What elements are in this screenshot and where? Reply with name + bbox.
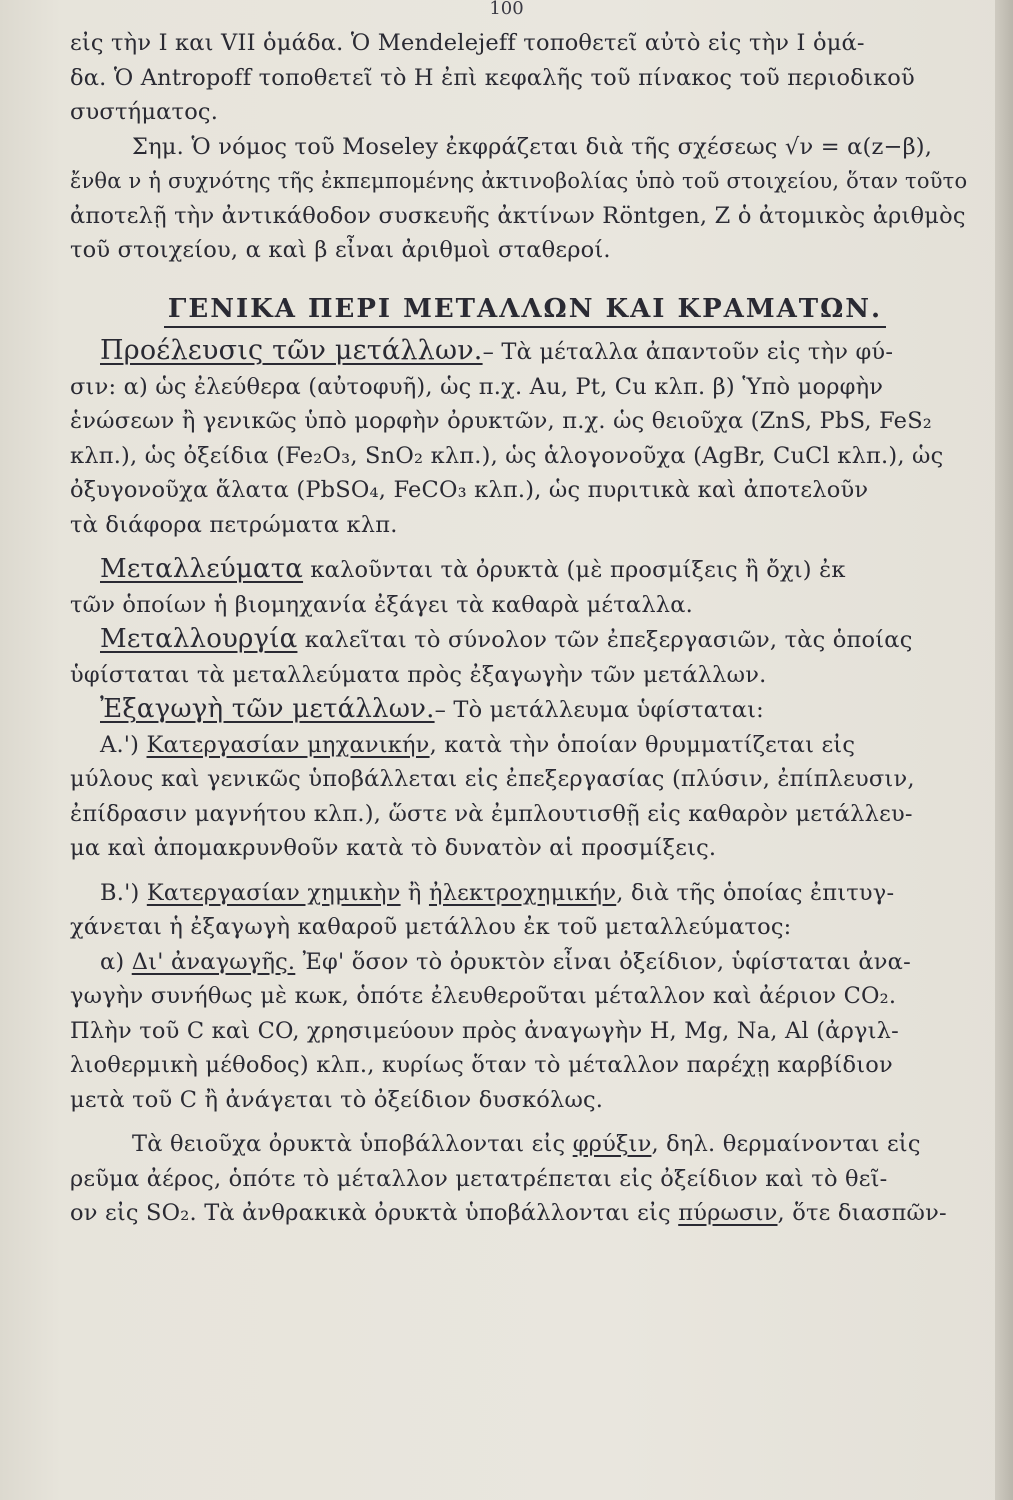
text-line: λιοθερμικὴ μέθοδος) κλπ., κυρίως ὅταν τὸ μέταλλον παρέχῃ καρβίδιον: [70, 1052, 893, 1078]
text-line: ἐπίδρασιν μαγνήτου κλπ.), ὥστε νὰ ἐμπλουτισθῇ εἰς καθαρὸν μετάλλευ-: [70, 800, 913, 827]
text-line: ἑνώσεων ἢ γενικῶς ὑπὸ μορφὴν ὀρυκτῶν, π.χ. ὡς θειοῦχα (ZnS, PbS, FeS₂: [70, 408, 933, 434]
text-line: ὑφίσταται τὰ μεταλλεύματα πρὸς ἐξαγωγὴν τῶν μετάλλων.: [70, 661, 767, 688]
heading-mechanical: Κατεργασίαν μηχανικήν: [146, 731, 430, 758]
paragraph-mechanical: [70, 728, 980, 763]
term-calcination: πύρωσιν: [678, 1200, 778, 1226]
paragraph-origin: [70, 334, 980, 370]
text-span: , δηλ. θερμαίνονται εἰς: [651, 1131, 921, 1157]
text-line: ἔνθα ν ἡ συχνότης τῆς ἐκπεμπομένης ἀκτινοβολίας ὑπὸ τοῦ στοιχείου, ὅταν τοῦτο: [70, 169, 968, 193]
text-line: ἀποτελῇ τὴν ἀντικάθοδον συσκευῆς ἀκτίνων Röntgen, Z ὁ ἀτομικὸς ἀριθμὸς: [70, 202, 966, 229]
text-span: καλεῖται τὸ σύνολον τῶν ἐπεξεργασιῶν, τὰς ὁποίας: [297, 627, 913, 653]
text-line: χάνεται ἡ ἐξαγωγὴ καθαροῦ μετάλλου ἐκ τοῦ μεταλλεύματος:: [70, 914, 792, 940]
text-line: γωγὴν συνήθως μὲ κωκ, ὁπότε ἐλευθεροῦται μέταλλον καὶ ἀέριον CO₂.: [70, 983, 897, 1009]
heading-metallurgy: Μεταλλουργία: [100, 624, 298, 654]
text-line: κλπ.), ὡς ὀξείδια (Fe₂O₃, SnO₂ κλπ.), ὡς ἁλογονοῦχα (AgBr, CuCl κλπ.), ὡς: [70, 442, 944, 469]
heading-origin: Προέλευσις τῶν μετάλλων.: [100, 335, 483, 366]
text-line: συστήματος.: [70, 99, 219, 125]
list-label: α): [100, 948, 125, 975]
text-line: μετὰ τοῦ C ἢ ἀνάγεται τὸ ὀξείδιον δυσκόλως.: [70, 1086, 604, 1113]
paragraph-roasting: [70, 1127, 980, 1162]
text-span: – Τὸ μετάλλευμα ὑφίσταται:: [434, 697, 764, 723]
heading-chemical: Κατεργασίαν χημικὴν: [146, 879, 401, 906]
text-line: ρεῦμα ἀέρος, ὁπότε τὸ μέταλλον μετατρέπεται εἰς ὀξείδιον καὶ τὸ θεῖ-: [70, 1165, 888, 1192]
text-span: – Τὰ μέταλλα ἀπαντοῦν εἰς τὴν φύ-: [482, 339, 894, 365]
text-span: ον εἰς SO₂. Τὰ ἀνθρακικὰ ὀρυκτὰ ὑποβάλλονται εἰς: [70, 1200, 679, 1226]
paragraph-reduction: [70, 945, 980, 980]
text-span: , ὅτε διασπῶν-: [777, 1200, 947, 1226]
text-span: ἢ: [400, 879, 429, 906]
page-binding-edge: [995, 0, 1013, 1500]
heading-reduction: Δι' ἀναγωγῆς.: [131, 948, 296, 975]
section-title: [70, 292, 980, 327]
section-title-text: ΓΕΝΙΚΑ ΠΕΡΙ ΜΕΤΑΛΛΩΝ ΚΑΙ ΚΡΑΜΑΤΩΝ.: [164, 294, 886, 328]
text-span: , διὰ τῆς ὁποίας ἐπιτυγ-: [616, 879, 895, 906]
paragraph-ores: [70, 552, 980, 588]
heading-ores: Μεταλλεύματα: [100, 554, 304, 584]
paragraph-chemical: [70, 876, 980, 911]
text-span: Τὰ θειοῦχα ὀρυκτὰ ὑποβάλλονται εἰς: [132, 1131, 573, 1157]
text-line: δα. Ὁ Antropoff τοποθετεῖ τὸ H ἐπὶ κεφαλῆς τοῦ πίνακος τοῦ περιοδικοῦ: [70, 64, 915, 91]
text-line: τῶν ὁποίων ἡ βιομηχανία ἐξάγει τὰ καθαρὰ μέταλλα.: [70, 591, 693, 618]
list-label: A.'): [100, 731, 140, 758]
text-line: εἰς τὴν I και VII ὁμάδα. Ὁ Mendelejeff τοποθετεῖ αὐτὸ εἰς τὴν I ὁμά-: [70, 30, 865, 56]
paragraph-calcination: [70, 1196, 980, 1231]
text-span: Ἐφ' ὅσον τὸ ὀρυκτὸν εἶναι ὀξείδιον, ὑφίσταται ἀνα-: [295, 948, 911, 975]
text-line: σιν: α) ὡς ἐλεύθερα (αὐτοφυῆ), ὡς π.χ. Au, Pt, Cu κλπ. β) Ὑπὸ μορφὴν: [70, 373, 884, 400]
text-line: μύλους καὶ γενικῶς ὑποβάλλεται εἰς ἐπεξεργασίας (πλύσιν, ἐπίπλευσιν,: [70, 766, 915, 792]
text-line: τὰ διάφορα πετρώματα κλπ.: [70, 511, 398, 538]
text-line: ὀξυγονοῦχα ἅλατα (PbSO₄, FeCO₃ κλπ.), ὡς πυριτικὰ καὶ ἀποτελοῦν: [70, 477, 869, 503]
heading-extraction: Ἐξαγωγὴ τῶν μετάλλων.: [100, 694, 435, 724]
term-roasting: φρύξιν: [572, 1131, 652, 1157]
page-body: [70, 26, 980, 1231]
paragraph-extraction: [70, 692, 980, 728]
text-span: , κατὰ τὴν ὁποίαν θρυμματίζεται εἰς: [429, 731, 856, 758]
page-number: 100: [489, 0, 524, 19]
text-span: καλοῦνται τὰ ὀρυκτὰ (μὲ προσμίξεις ἢ ὄχι) ἐκ: [303, 557, 846, 583]
list-label: B.'): [100, 879, 140, 906]
heading-electrochemical: ἠλεκτροχημικήν: [428, 879, 617, 906]
note-line: Σημ. Ὁ νόμος τοῦ Moseley ἐκφράζεται διὰ τῆς σχέσεως √ν = α(z−β),: [132, 133, 933, 160]
text-line: τοῦ στοιχείου, α καὶ β εἶναι ἀριθμοὶ σταθεροί.: [70, 237, 611, 263]
paragraph-metallurgy: [70, 622, 980, 658]
text-line: μα καὶ ἀπομακρυνθοῦν κατὰ τὸ δυνατὸν αἱ προσμίξεις.: [70, 835, 717, 861]
text-line: Πλὴν τοῦ C καὶ CO, χρησιμεύουν πρὸς ἀναγωγὴν H, Mg, Na, Al (ἀργιλ-: [70, 1017, 899, 1044]
